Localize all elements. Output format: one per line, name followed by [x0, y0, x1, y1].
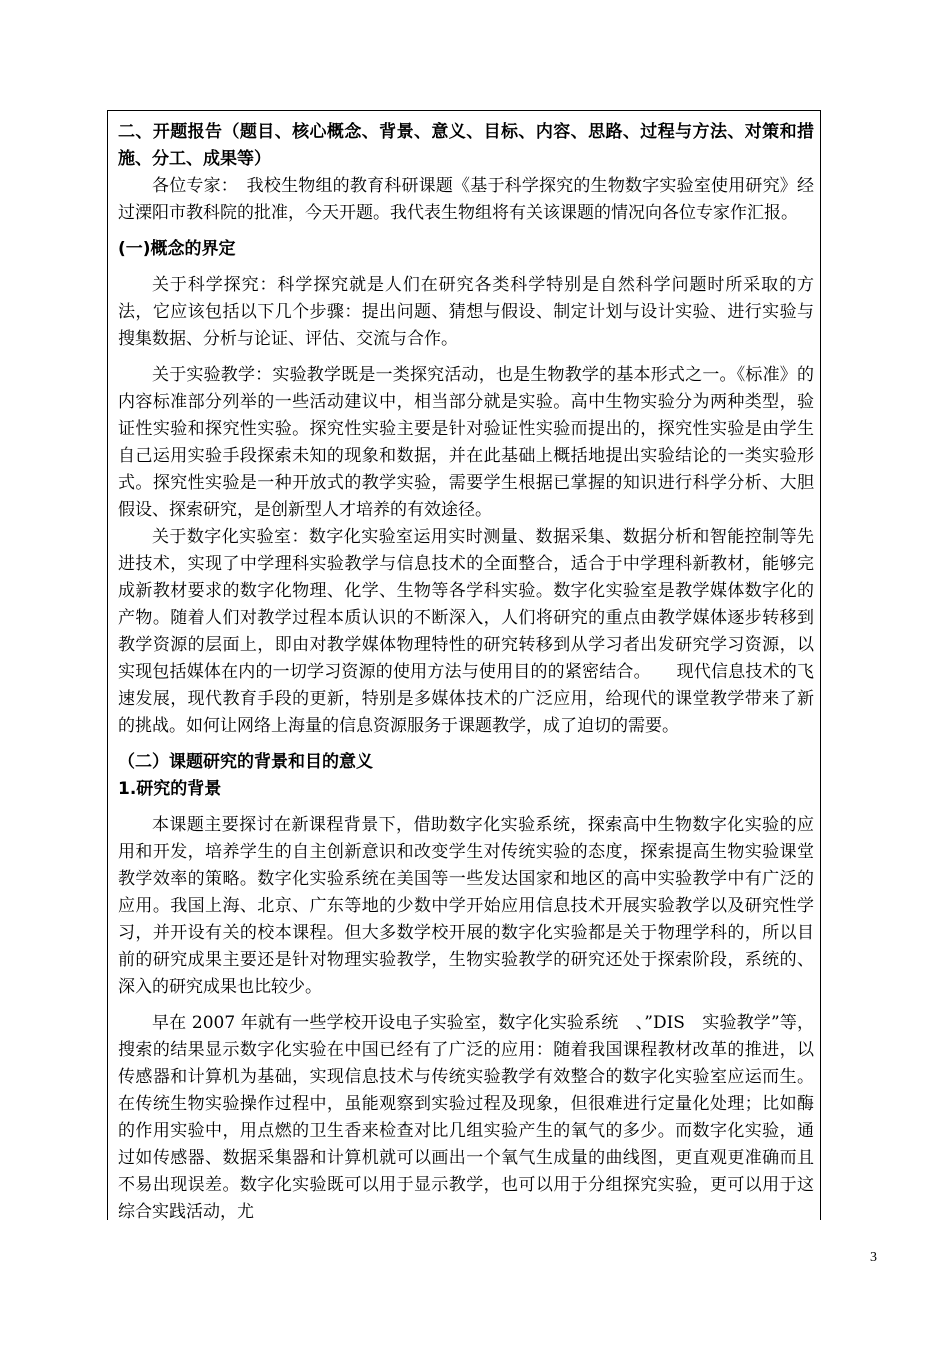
section-concepts-title: (一)概念的界定: [118, 239, 236, 259]
subsection-background-title: 1.研究的背景: [118, 779, 222, 799]
section-background-title: （二）课题研究的背景和目的意义: [118, 752, 373, 772]
paragraph-digital-lab: 关于数字化实验室：数字化实验室运用实时测量、数据采集、数据分析和智能控制等先进技术，实现了中学理科实验教学与信息技术的全面整合，适合于中学理科新教材，能够完成新教材要求的数字化物理、化学、生物等各学科实验。数字化实验室是教学媒体数字化的产物。随着人们对教学过程本质认识的不断深入，人们将研究的重点由教学媒体逐步转移到教学资源的层面上，即由对教学媒体物理特性的研究转移到从学习者出发研究学习资源，以实现包括媒体在内的一切学习资源的使用方法与使用目的的紧密结合。 现代信息技术的飞速发展，现代教育手段的更新，特别是多媒体技术的广泛应用，给现代的课堂教学带来了新的挑战。如何让网络上海量的信息资源服务于课题教学，成了迫切的需要。: [118, 527, 814, 736]
paragraph-science-inquiry: 关于科学探究：科学探究就是人们在研究各类科学特别是自然科学问题时所采取的方法，它应该包括以下几个步骤：提出问题、猜想与假设、制定计划与设计实验、进行实验与搜集数据、分析与论证、评估、交流与合作。: [118, 275, 814, 349]
intro-paragraph: 各位专家： 我校生物组的教育科研课题《基于科学探究的生物数字实验室使用研究》经过溧阳市教科院的批准，今天开题。我代表生物组将有关该课题的情况向各位专家作汇报。: [118, 176, 814, 223]
report-table-cell: [107, 110, 821, 1220]
report-content: [118, 119, 814, 1226]
paragraph-background-1: 本课题主要探讨在新课程背景下，借助数字化实验系统，探索高中生物数字化实验的应用和开发，培养学生的自主创新意识和改变学生对传统实验的态度，探索提高生物实验课堂教学效率的策略。数字化实验系统在美国等一些发达国家和地区的高中实验教学中有广泛的应用。我国上海、北京、广东等地的少数中学开始应用信息技术开展实验教学以及研究性学习，并开设有关的校本课程。但大多数学校开展的数字化实验都是关于物理学科的，所以目前的研究成果主要还是针对物理实验教学，生物实验教学的研究还处于探索阶段，系统的、深入的研究成果也比较少。: [118, 815, 814, 997]
paragraph-experiment-teaching: 关于实验教学：实验教学既是一类探究活动，也是生物教学的基本形式之一。《标准》的内容标准部分列举的一些活动建议中，相当部分就是实验。高中生物实验分为两种类型，验证性实验和探究性实验。探究性实验主要是针对验证性实验而提出的，探究性实验是由学生自己运用实验手段探索未知的现象和数据，并在此基础上概括地提出实验结论的一类实验形式。探究性实验是一种开放式的教学实验，需要学生根据已掌握的知识进行科学分析、大胆假设、探索研究，是创新型人才培养的有效途径。: [118, 365, 814, 520]
page-number: 3: [870, 1250, 877, 1265]
main-heading: 二、开题报告（题目、核心概念、背景、意义、目标、内容、思路、过程与方法、对策和措施、分工、成果等）: [118, 122, 814, 169]
paragraph-background-2: 早在 2007 年就有一些学校开设电子实验室，数字化实验系统 、”DIS 实验教学”等，搜索的结果显示数字化实验在中国已经有了广泛的应用：随着我国课程教材改革的推进，以传感器和计算机为基础，实现信息技术与传统实验教学有效整合的数字化实验室应运而生。在传统生物实验操作过程中，虽能观察到实验过程及现象，但很难进行定量化处理；比如酶的作用实验中，用点燃的卫生香来检查对比几组实验产生的氧气的多少。而数字化实验，通过如传感器、数据采集器和计算机就可以画出一个氧气生成量的曲线图，更直观更准确而且不易出现误差。数字化实验既可以用于显示教学，也可以用于分组探究实验，更可以用于这综合实践活动，尤: [118, 1013, 814, 1222]
